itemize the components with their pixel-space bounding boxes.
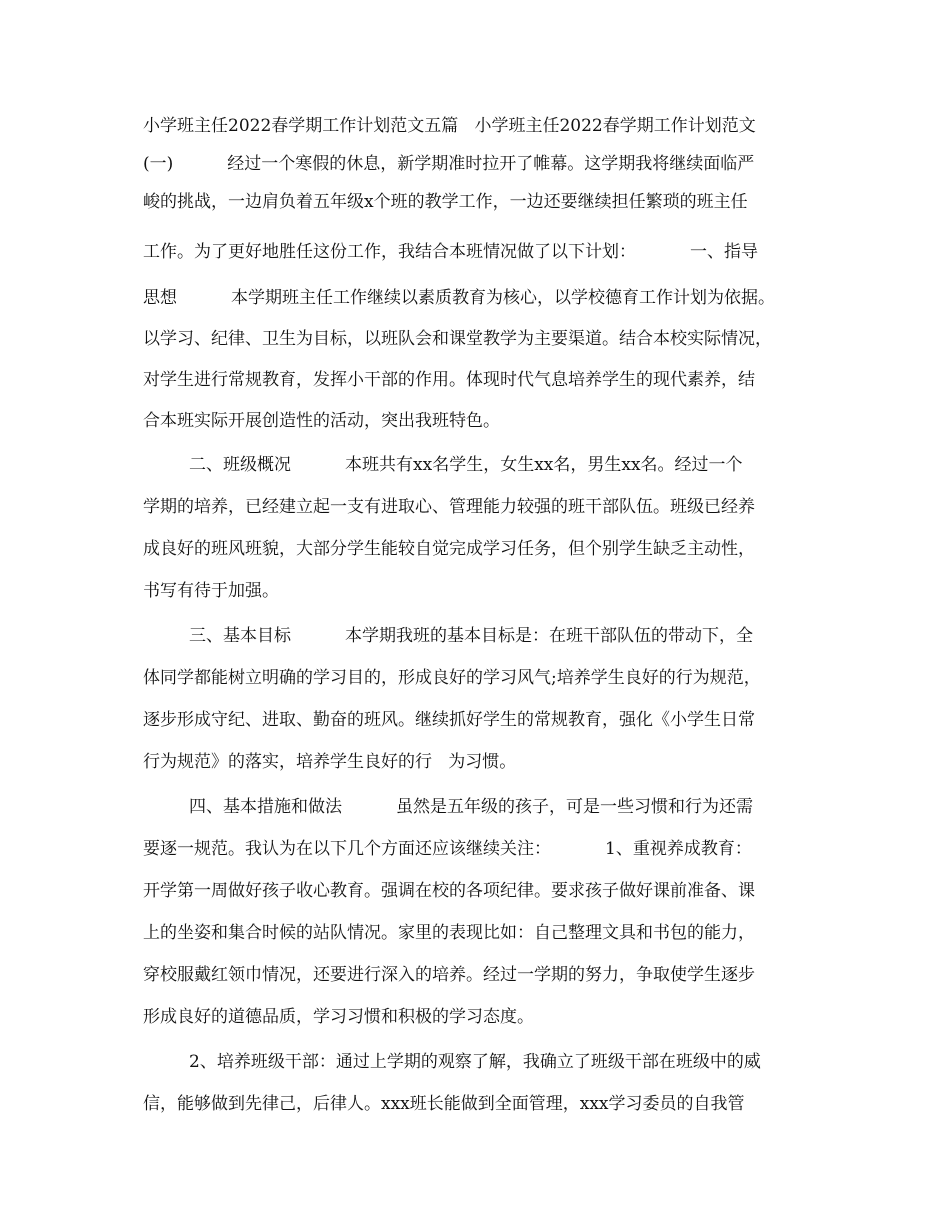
text-line: 开学第一周做好孩子收心教育。强调在校的各项纪律。要求孩子做好课前准备、课: [143, 881, 755, 901]
text-line: 峻的挑战，一边肩负着五年级x个班的教学工作，一边还要继续担任繁琐的班主任: [143, 192, 748, 212]
text-line: 形成良好的道德品质，学习习惯和积极的学习态度。: [143, 1007, 534, 1027]
text-line: 合本班实际开展创造性的活动，突出我班特色。: [143, 411, 500, 431]
text-line: 二、班级概况 本班共有xx名学生，女生xx名，男生xx名。经过一个: [189, 455, 743, 475]
text-line: 2、培养班级干部：通过上学期的观察了解，我确立了班级干部在班级中的威: [189, 1052, 761, 1072]
text-line: 书写有待于加强。: [143, 581, 279, 601]
text-line: 体同学都能树立明确的学习目的，形成良好的学习风气;培养学生良好的行为规范，: [143, 668, 761, 688]
text-line: 三、基本目标 本学期我班的基本目标是：在班干部队伍的带动下，全: [189, 626, 754, 646]
text-line: 四、基本措施和做法 虽然是五年级的孩子，可是一些习惯和行为还需: [189, 797, 754, 817]
text-line: 小学班主任2022春学期工作计划范文五篇 小学班主任2022春学期工作计划范文: [143, 116, 756, 136]
text-line: 成良好的班风班貌，大部分学生能较自觉完成学习任务，但个别学生缺乏主动性，: [143, 539, 755, 559]
text-line: 要逐一规范。我认为在以下几个方面还应该继续关注： 1、重视养成教育：: [143, 839, 752, 859]
text-line: (一) 经过一个寒假的休息，新学期准时拉开了帷幕。这学期我将继续面临严: [143, 154, 755, 174]
text-line: 上的坐姿和集合时候的站队情况。家里的表现比如：自己整理文具和书包的能力，: [143, 923, 755, 943]
text-line: 行为规范》的落实，培养学生良好的行 为习惯。: [143, 752, 517, 772]
text-line: 学期的培养，已经建立起一支有进取心、管理能力较强的班干部队伍。班级已经养: [143, 497, 755, 517]
text-line: 对学生进行常规教育，发挥小干部的作用。体现时代气息培养学生的现代素养，结: [143, 370, 755, 390]
text-line: 思想 本学期班主任工作继续以素质教育为核心，以学校德育工作计划为依据。: [143, 288, 776, 308]
text-line: 信，能够做到先律己，后律人。xxx班长能做到全面管理，xxx学习委员的自我管: [143, 1094, 745, 1114]
text-line: 逐步形成守纪、进取、勤奋的班风。继续抓好学生的常规教育，强化《小学生日常: [143, 710, 755, 730]
text-line: 工作。为了更好地胜任这份工作，我结合本班情况做了以下计划： 一、指导: [143, 242, 759, 262]
text-line: 以学习、纪律、卫生为目标，以班队会和课堂教学为主要渠道。结合本校实际情况，: [143, 329, 772, 349]
text-line: 穿校服戴红领巾情况，还要进行深入的培养。经过一学期的努力，争取使学生逐步: [143, 965, 755, 985]
